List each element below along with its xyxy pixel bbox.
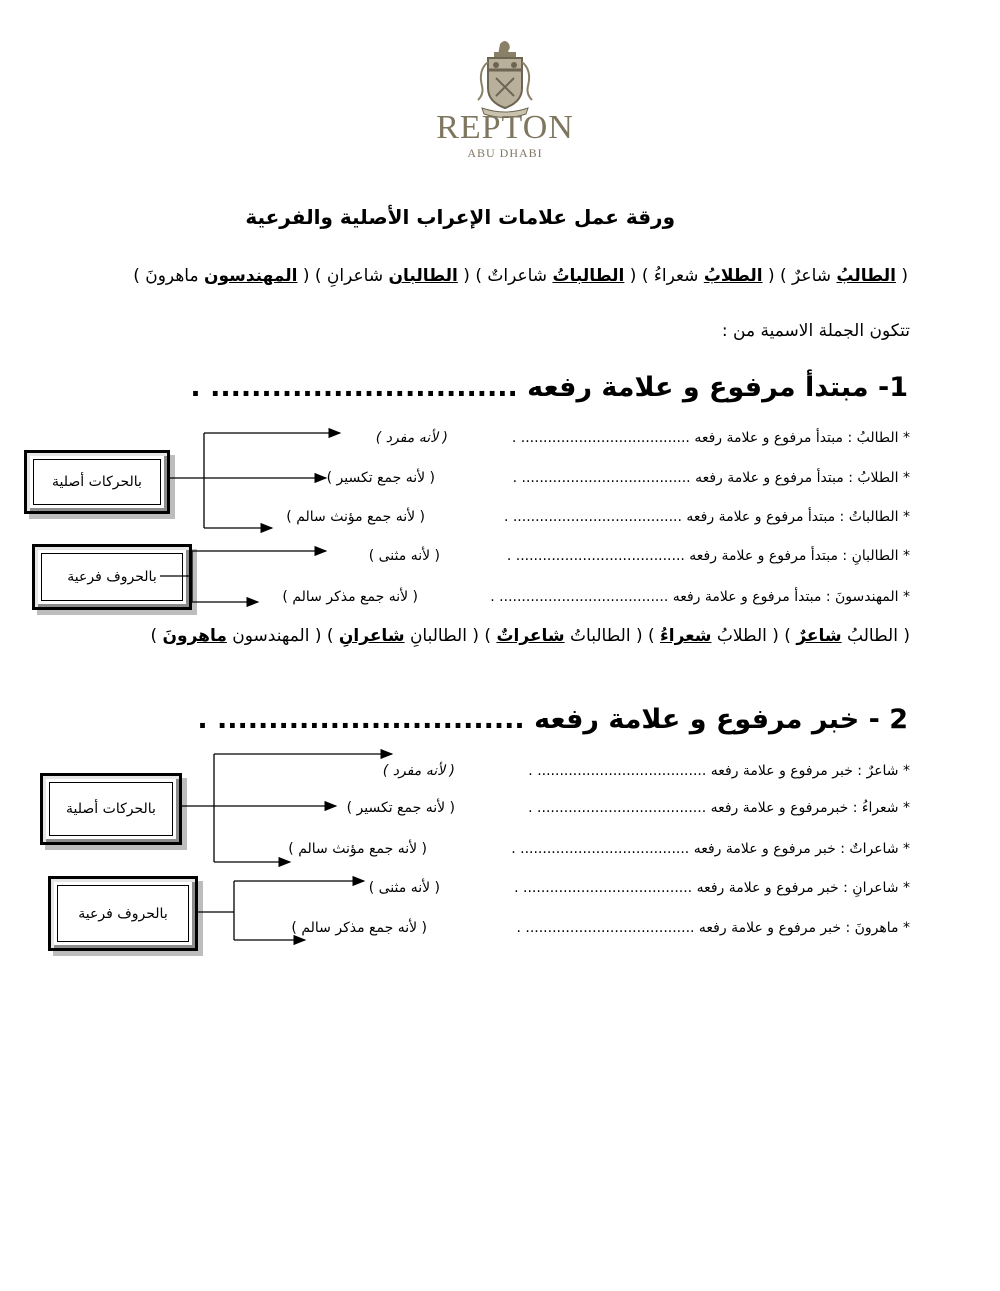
logo-location: ABU DHABI bbox=[467, 146, 543, 160]
example-word: الطالبان bbox=[388, 266, 458, 286]
example-text: ) bbox=[150, 626, 163, 646]
section1-hint-5: ( لأنه جمع مذكر سالم ) bbox=[282, 589, 418, 605]
example-word: الطالباتُ bbox=[552, 266, 625, 286]
section1-hint-4: ( لأنه مثنى ) bbox=[368, 548, 440, 564]
section2-hint-4: ( لأنه مثنى ) bbox=[368, 880, 440, 896]
section1-hint-1: ( لأنه مفرد ) bbox=[375, 430, 448, 446]
example-word: شعراءُ bbox=[660, 626, 712, 646]
example-text: شاعرٌ ) ( bbox=[762, 266, 837, 286]
example-word: الطلابُ bbox=[703, 266, 763, 286]
example-word: شاعرانِ bbox=[338, 626, 405, 646]
section2-row-3: * شاعراتٌ : خبر مرفوع و علامة رفعه ...................................... . bbox=[511, 841, 910, 857]
section1-row-1: * الطالبُ : مبتدأ مرفوع و علامة رفعه ...................................... . bbox=[511, 430, 910, 446]
example-text: ماهرونَ ) bbox=[133, 266, 204, 286]
example-text: شاعراتٌ ) ( bbox=[457, 266, 553, 286]
example-word: شاعراتٌ bbox=[496, 626, 565, 646]
section2-original-label: بالحركات أصلية bbox=[49, 782, 173, 836]
section1-row-4: * الطالبانِ : مبتدأ مرفوع و علامة رفعه ...................................... . bbox=[506, 548, 910, 564]
section1-hint-2: ( لأنه جمع تكسير ) bbox=[326, 470, 435, 486]
section2-row-4: * شاعرانِ : خبر مرفوع و علامة رفعه ...................................... . bbox=[514, 880, 910, 896]
section1-row-2: * الطلابُ : مبتدأ مرفوع و علامة رفعه ...................................... . bbox=[512, 470, 910, 486]
section2-hint-2: ( لأنه جمع تكسير ) bbox=[346, 800, 455, 816]
section1-original-label: بالحركات أصلية bbox=[33, 459, 161, 505]
example-word: المهندسون bbox=[203, 266, 298, 286]
example-text: ) ( الطلابُ bbox=[711, 626, 797, 646]
section2-row-1: * شاعرٌ : خبر مرفوع و علامة رفعه ...................................... . bbox=[528, 763, 910, 779]
example-text: ( الطالبُ bbox=[841, 626, 910, 646]
example-text: ) ( الطالبانِ bbox=[404, 626, 497, 646]
section2-hint-5: ( لأنه جمع مذكر سالم ) bbox=[291, 920, 427, 936]
example-text: ) ( الطالباتُ bbox=[564, 626, 661, 646]
section1-row-5: * المهندسونَ : مبتدأ مرفوع و علامة رفعه ...................................... . bbox=[490, 589, 910, 605]
example-word: شاعرٌ bbox=[796, 626, 842, 646]
section2-hint-3: ( لأنه جمع مؤنث سالم ) bbox=[288, 841, 427, 857]
example-word: الطالبُ bbox=[836, 266, 896, 286]
example-text: ) ( المهندسون bbox=[226, 626, 339, 646]
section1-row-3: * الطالباتُ : مبتدأ مرفوع و علامة رفعه ...................................... . bbox=[503, 509, 910, 525]
section2-branch-label: بالحروف فرعية bbox=[57, 885, 189, 942]
example-text: ( bbox=[895, 266, 908, 286]
example-text: شاعرانِ ) ( bbox=[297, 266, 389, 286]
logo-brand: REPTON bbox=[436, 109, 574, 146]
page-title: ورقة عمل علامات الإعراب الأصلية والفرعية bbox=[245, 205, 675, 229]
section2-hint-1: ( لأنه مفرد ) bbox=[382, 763, 455, 779]
example-word: ماهرونَ bbox=[162, 626, 227, 646]
example-text: شعراءُ ) ( bbox=[624, 266, 704, 286]
section2-row-5: * ماهرونَ : خبر مرفوع و علامة رفعه ...................................... . bbox=[516, 920, 910, 936]
intro-text: تتكون الجملة الاسمية من : bbox=[721, 321, 910, 341]
section1-heading: 1- مبتدأ مرفوع و علامة رفعه .............................. . bbox=[190, 372, 908, 403]
section1-hint-3: ( لأنه جمع مؤنث سالم ) bbox=[286, 509, 425, 525]
section2-heading: 2 - خبر مرفوع و علامة رفعه .............................. . bbox=[197, 704, 908, 735]
section1-branch-label: بالحروف فرعية bbox=[41, 553, 183, 601]
section2-row-2: * شعراءُ : خبرمرفوع و علامة رفعه ...................................... . bbox=[528, 800, 910, 816]
